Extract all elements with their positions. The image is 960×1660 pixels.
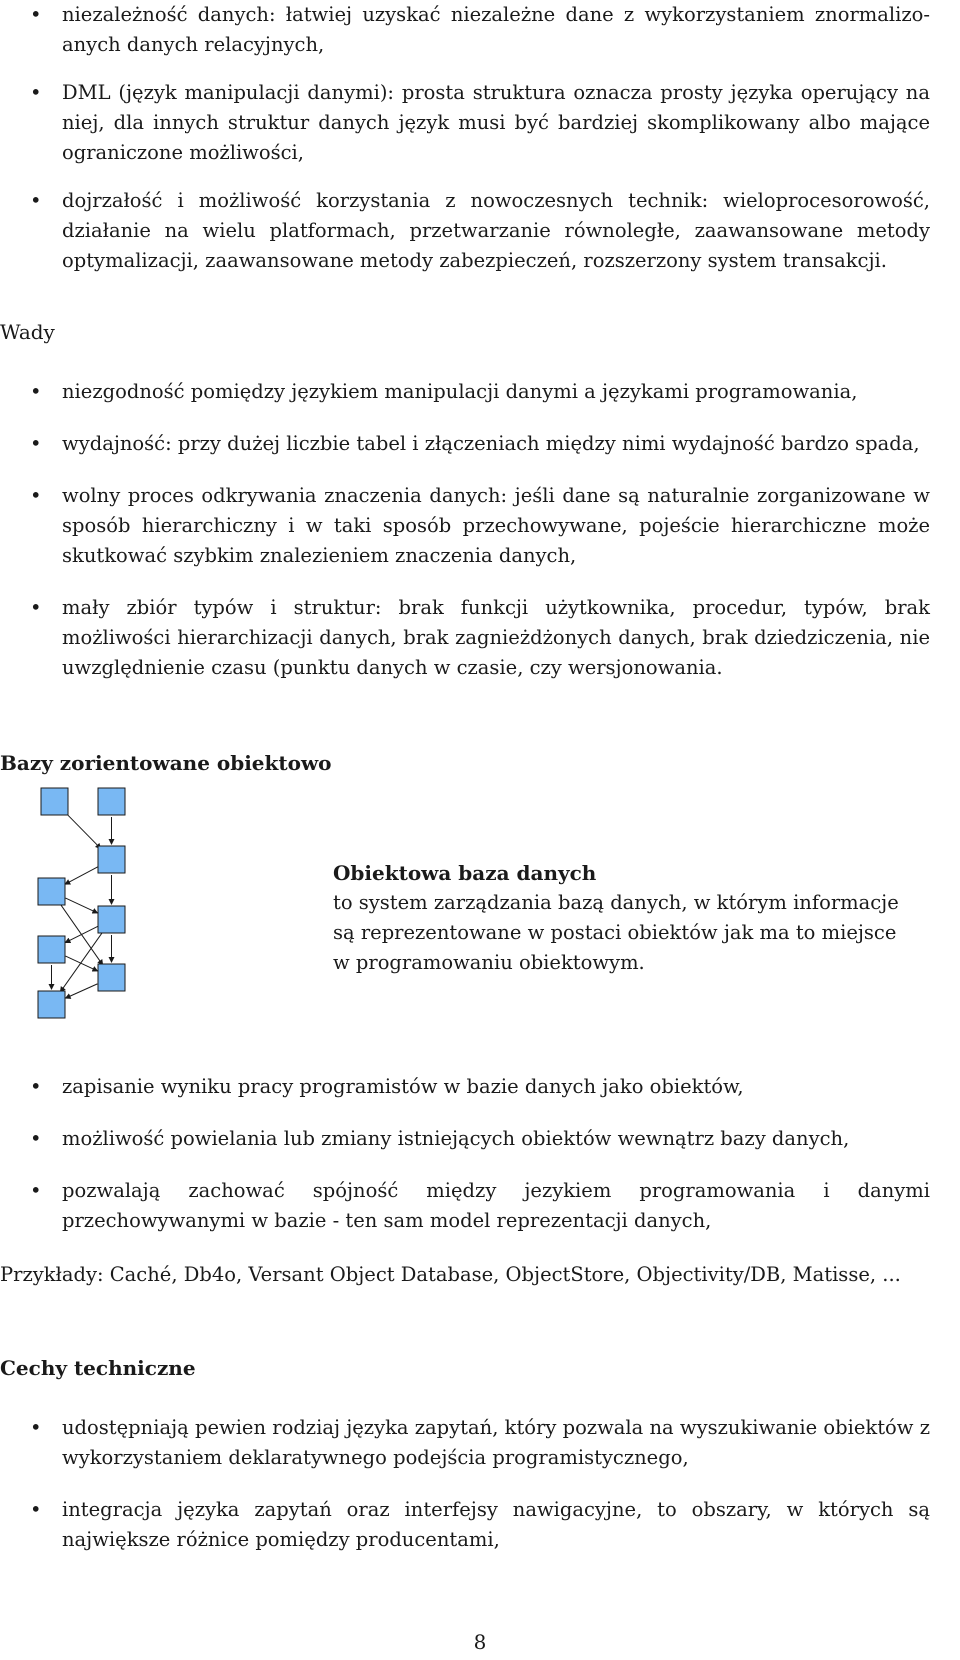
bullet-icon: • — [30, 432, 42, 455]
bullet-icon: • — [30, 484, 42, 507]
diagram-object-box — [98, 964, 125, 991]
diagram-object-box — [38, 936, 65, 963]
diagram-arrow — [60, 904, 102, 965]
diagram-object-box — [98, 906, 125, 933]
list-item-text: wydajność: przy dużej liczbie tabel i złączeniach między nimi wydajność bardzo spada, — [62, 432, 920, 455]
list-item-text: integracja języka zapytań oraz interfejsy nawigacyjne, to obszary, w których są największe różnice pomiędzy producentami, — [62, 1498, 930, 1551]
advantages-list — [0, 0, 930, 276]
bullet-icon: • — [30, 189, 42, 212]
bullet-icon: • — [30, 1127, 42, 1150]
bullet-icon: • — [30, 81, 42, 104]
diagram-arrow — [66, 984, 98, 998]
diagram-arrow — [66, 898, 98, 913]
diagram-arrow — [65, 867, 98, 884]
list-item — [0, 377, 930, 407]
tech-features-list — [0, 1413, 930, 1555]
list-item — [0, 1413, 930, 1473]
figure-caption — [333, 858, 913, 978]
diagram-object-box — [38, 991, 65, 1018]
list-item-text: niezgodność pomiędzy językiem manipulacji danymi a językami programowania, — [62, 380, 858, 403]
diagram-object-box — [98, 788, 125, 815]
list-item — [0, 481, 930, 571]
list-item-text: dojrzałość i możliwość korzystania z nowoczesnych technik: wieloprocesorowość, działanie na wielu platformach, przetwarzanie równoległe, zaawansowane metody optymalizacji, zaawansowane metody zabezpieczeń, rozszerzony system transakcji. — [62, 189, 930, 272]
diagram-arrow — [65, 813, 100, 849]
list-item — [0, 78, 930, 168]
page-number: 8 — [473, 1630, 487, 1654]
figure-title: Obiektowa baza danych — [333, 861, 597, 885]
list-item-text: udostępniają pewien rodziaj języka zapytań, który pozwala na wyszukiwanie obiektów z wykorzystaniem deklaratywnego podejścia programistycznego, — [62, 1416, 930, 1469]
object-diagram-icon — [36, 786, 136, 1021]
wady-heading: Wady — [0, 320, 55, 344]
diagram-arrow — [66, 956, 98, 971]
section-heading: Bazy zorientowane obiektowo — [0, 751, 332, 775]
bullet-icon: • — [30, 380, 42, 403]
diagram-object-box — [98, 846, 125, 873]
list-item-text: możliwość powielania lub zmiany istniejących obiektów wewnątrz bazy danych, — [62, 1127, 850, 1150]
figure-description: to system zarządzania bazą danych, w którym informacje są reprezentowane w postaci obiektów jak ma to miejsce w programowaniu obiektowym. — [333, 891, 899, 974]
list-item — [0, 593, 930, 683]
list-item — [0, 1176, 930, 1236]
list-item — [0, 186, 930, 276]
bullet-icon: • — [30, 3, 42, 26]
list-item-text: wolny proces odkrywania znaczenia danych: jeśli dane są naturalnie zorganizowane w sposób hierarchiczny i w taki sposób przechowywane, pojeście hierarchiczne może skutkować szybkim znalezieniem znaczenia danych, — [62, 484, 930, 567]
bullet-icon: • — [30, 1498, 42, 1521]
list-item-text: mały zbiór typów i struktur: brak funkcji użytkownika, procedur, typów, brak możliwości hierarchizacji danych, brak zagnieżdżonych danych, brak dziedziczenia, nie uwzględnienie czasu (punktu danych w czasie, czy wersjonowania. — [62, 596, 930, 679]
list-item — [0, 1124, 930, 1154]
bullet-icon: • — [30, 1416, 42, 1439]
list-item — [0, 429, 930, 459]
object-db-list — [0, 1072, 930, 1236]
bullet-icon: • — [30, 1179, 42, 1202]
list-item — [0, 1072, 930, 1102]
diagram-arrow — [60, 932, 102, 992]
list-item-text: niezależność danych: łatwiej uzyskać niezależne dane z wykorzystaniem znormalizo-anych danych relacyjnych, — [62, 3, 930, 56]
bullet-icon: • — [30, 1075, 42, 1098]
disadvantages-list — [0, 377, 930, 683]
list-item-text: DML (język manipulacji danymi): prosta struktura oznacza prosty języka operujący na niej, dla innych struktur danych język musi być bardziej skomplikowany albo mające ograniczone możliwości, — [62, 81, 930, 164]
diagram-object-box — [38, 878, 65, 905]
list-item — [0, 0, 930, 60]
tech-heading: Cechy techniczne — [0, 1356, 196, 1380]
list-item-text: zapisanie wyniku pracy programistów w bazie danych jako obiektów, — [62, 1075, 744, 1098]
list-item-text: pozwalają zachować spójność między jezykiem programowania i danymi przechowywanymi w bazie - ten sam model reprezentacji danych, — [62, 1179, 930, 1232]
list-item — [0, 1495, 930, 1555]
examples-paragraph: Przykłady: Caché, Db4o, Versant Object Database, ObjectStore, Objectivity/DB, Matisse, ... — [0, 1263, 901, 1286]
bullet-icon: • — [30, 596, 42, 619]
diagram-object-box — [41, 788, 68, 815]
